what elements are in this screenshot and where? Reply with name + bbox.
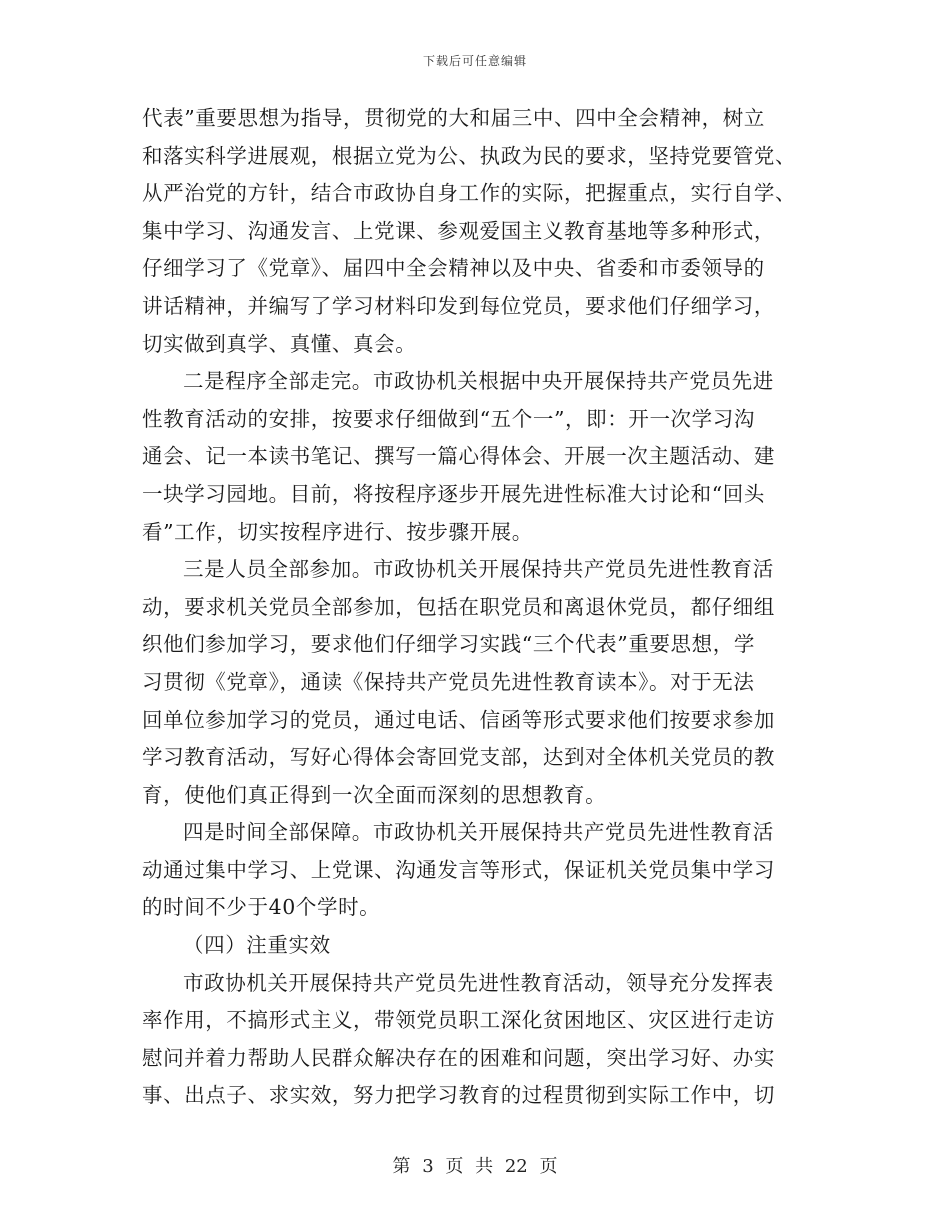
text-line: 仔细学习了《党章》、届四中全会精神以及中央、省委和市委领导的: [142, 256, 765, 281]
page-header: 下载后可任意编辑: [422, 54, 527, 68]
text-line: 习贯彻《党章》，通读《保持共产党员先进性教育读本》。对于无法: [142, 669, 755, 694]
paragraph-start-line: 市政协机关开展保持共产党员先进性教育活动，领导充分发挥表: [183, 970, 774, 995]
text-line: 的时间不少于40个学时。: [142, 895, 381, 920]
text-line: 看”工作，切实按程序进行、按步骤开展。: [142, 519, 533, 544]
paragraph-start-line: 四是时间全部保障。市政协机关开展保持共产党员先进性教育活: [183, 820, 774, 845]
text-line: 切实做到真学、真懂、真会。: [142, 331, 417, 356]
text-line: 通会、记一本读书笔记、撰写一篇心得体会、开展一次主题活动、建: [142, 444, 775, 469]
text-line: 率作用，不搞形式主义，带领党员职工深化贫困地区、灾区进行走访: [142, 1008, 775, 1033]
text-line: 动通过集中学习、上党课、沟通发言等形式，保证机关党员集中学习: [142, 857, 775, 882]
text-line: 讲话精神，并编写了学习材料印发到每位党员，要求他们仔细学习，: [142, 293, 775, 318]
page-number-footer: 第 3 页 共 22 页: [392, 1156, 558, 1177]
text-line: 育，使他们真正得到一次全面而深刻的思想教育。: [142, 782, 607, 807]
section-heading: （四）注重实效: [183, 933, 331, 958]
text-line: 代表”重要思想为指导，贯彻党的大和届三中、四中全会精神，树立: [142, 106, 765, 130]
text-line: 动，要求机关党员全部参加，包括在职党员和离退休党员，都仔细组: [142, 594, 775, 619]
paragraph-start-line: 二是程序全部走完。市政协机关根据中央开展保持共产党员先进: [183, 369, 774, 394]
text-line: 慰问并着力帮助人民群众解决存在的困难和问题，突出学习好、办实: [142, 1045, 775, 1070]
text-line: 和落实科学进展观，根据立党为公、执政为民的要求，坚持党要管党、: [142, 143, 797, 168]
text-line: 一块学习园地。目前，将按程序逐步开展先进性标准大讨论和“回头: [142, 481, 765, 506]
text-line: 回单位参加学习的党员，通过电话、信函等形式要求他们按要求参加: [142, 707, 775, 732]
paragraph-start-line: 三是人员全部参加。市政协机关开展保持共产党员先进性教育活: [183, 557, 774, 582]
text-line: 集中学习、沟通发言、上党课、参观爱国主义教育基地等多种形式，: [142, 218, 775, 243]
text-line: 从严治党的方针，结合市政协自身工作的实际，把握重点，实行自学、: [142, 181, 797, 206]
text-line: 学习教育活动，写好心得体会寄回党支部，达到对全体机关党员的教: [142, 745, 775, 770]
text-line: 性教育活动的安排，按要求仔细做到“五个一”，即：开一次学习沟: [142, 406, 755, 431]
document-body: [142, 100, 808, 1115]
text-line: 事、出点子、求实效，努力把学习教育的过程贯彻到实际工作中，切: [142, 1083, 775, 1108]
text-line: 织他们参加学习，要求他们仔细学习实践“三个代表”重要思想，学: [142, 632, 755, 657]
